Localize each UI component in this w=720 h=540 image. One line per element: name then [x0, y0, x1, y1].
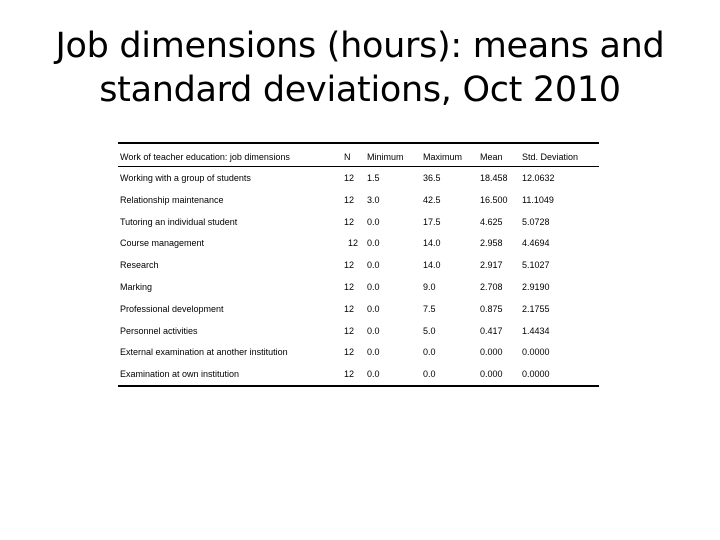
- job-dimensions-table: [118, 142, 599, 387]
- cell-n: 12: [348, 238, 359, 249]
- cell-maximum: 0.0: [423, 347, 436, 358]
- cell-maximum: 14.0: [423, 260, 441, 271]
- cell-mean: 4.625: [480, 216, 503, 227]
- cell-std-deviation: 2.1755: [522, 303, 550, 314]
- cell-maximum: 36.5: [423, 173, 441, 183]
- cell-n: 12: [344, 194, 355, 205]
- header-std-deviation: Std. Deviation: [522, 152, 579, 162]
- cell-n: 12: [344, 281, 355, 292]
- cell-minimum: 0.0: [367, 238, 380, 249]
- cell-maximum: 14.0: [423, 238, 441, 249]
- cell-minimum: 0.0: [367, 325, 380, 336]
- cell-maximum: 0.0: [423, 369, 436, 380]
- cell-mean: 0.000: [480, 347, 503, 358]
- cell-dimension: Course management: [120, 238, 205, 249]
- cell-minimum: 0.0: [367, 347, 380, 358]
- cell-mean: 2.917: [480, 260, 503, 271]
- cell-maximum: 17.5: [423, 216, 441, 227]
- cell-maximum: 9.0: [423, 281, 436, 292]
- cell-minimum: 0.0: [367, 216, 380, 227]
- cell-minimum: 3.0: [367, 194, 380, 205]
- cell-n: 12: [344, 347, 355, 358]
- header-maximum: Maximum: [423, 152, 463, 162]
- cell-n: 12: [344, 303, 355, 314]
- cell-maximum: 5.0: [423, 325, 436, 336]
- table-row: [118, 232, 599, 254]
- header-minimum: Minimum: [367, 152, 404, 162]
- cell-minimum: 0.0: [367, 260, 380, 271]
- cell-dimension: Personnel activities: [120, 325, 198, 336]
- cell-dimension: Working with a group of students: [120, 173, 251, 183]
- cell-n: 12: [344, 325, 355, 336]
- cell-std-deviation: 5.1027: [522, 260, 550, 271]
- cell-std-deviation: 0.0000: [522, 369, 550, 380]
- cell-mean: 0.000: [480, 369, 503, 380]
- header-dimension: Work of teacher education: job dimensions: [120, 152, 290, 162]
- header-n: N: [344, 152, 351, 162]
- cell-maximum: 42.5: [423, 194, 441, 205]
- title-line-2: standard deviations, Oct 2010: [99, 70, 621, 110]
- title-line-1: Job dimensions (hours): means and: [55, 26, 665, 66]
- cell-dimension: Relationship maintenance: [120, 194, 224, 205]
- cell-std-deviation: 4.4694: [522, 238, 550, 249]
- cell-n: 12: [344, 260, 355, 271]
- cell-dimension: Tutoring an individual student: [120, 216, 238, 227]
- cell-dimension: Research: [120, 260, 159, 271]
- cell-std-deviation: 11.1049: [522, 194, 554, 205]
- cell-minimum: 0.0: [367, 281, 380, 292]
- table-row: [118, 211, 599, 233]
- cell-std-deviation: 0.0000: [522, 347, 550, 358]
- table-header-row: [118, 144, 599, 167]
- cell-dimension: Marking: [120, 281, 153, 292]
- table-row: [118, 254, 599, 276]
- cell-n: 12: [344, 369, 355, 380]
- slide-title: [0, 24, 720, 112]
- cell-dimension: Professional development: [120, 303, 224, 314]
- cell-std-deviation: 12.0632: [522, 173, 555, 183]
- table-row: [118, 363, 599, 385]
- cell-minimum: 0.0: [367, 303, 380, 314]
- cell-n: 12: [344, 216, 355, 227]
- table-row: [118, 276, 599, 298]
- cell-mean: 18.458: [480, 173, 508, 183]
- cell-dimension: Examination at own institution: [120, 369, 240, 380]
- cell-maximum: 7.5: [423, 303, 436, 314]
- table-body: [118, 167, 599, 385]
- table-row: [118, 189, 599, 211]
- table-row: [118, 167, 599, 189]
- cell-std-deviation: 1.4434: [522, 325, 550, 336]
- cell-std-deviation: 2.9190: [522, 281, 550, 292]
- table-row: [118, 298, 599, 320]
- cell-mean: 0.875: [480, 303, 503, 314]
- table-row: [118, 341, 599, 363]
- cell-mean: 2.708: [480, 281, 503, 292]
- table-row: [118, 320, 599, 342]
- cell-mean: 16.500: [480, 194, 508, 205]
- cell-mean: 2.958: [480, 238, 503, 249]
- cell-dimension: External examination at another institution: [120, 347, 288, 358]
- cell-minimum: 0.0: [367, 369, 380, 380]
- cell-n: 12: [344, 173, 355, 183]
- cell-std-deviation: 5.0728: [522, 216, 550, 227]
- cell-mean: 0.417: [480, 325, 503, 336]
- header-mean: Mean: [480, 152, 503, 162]
- cell-minimum: 1.5: [367, 173, 380, 183]
